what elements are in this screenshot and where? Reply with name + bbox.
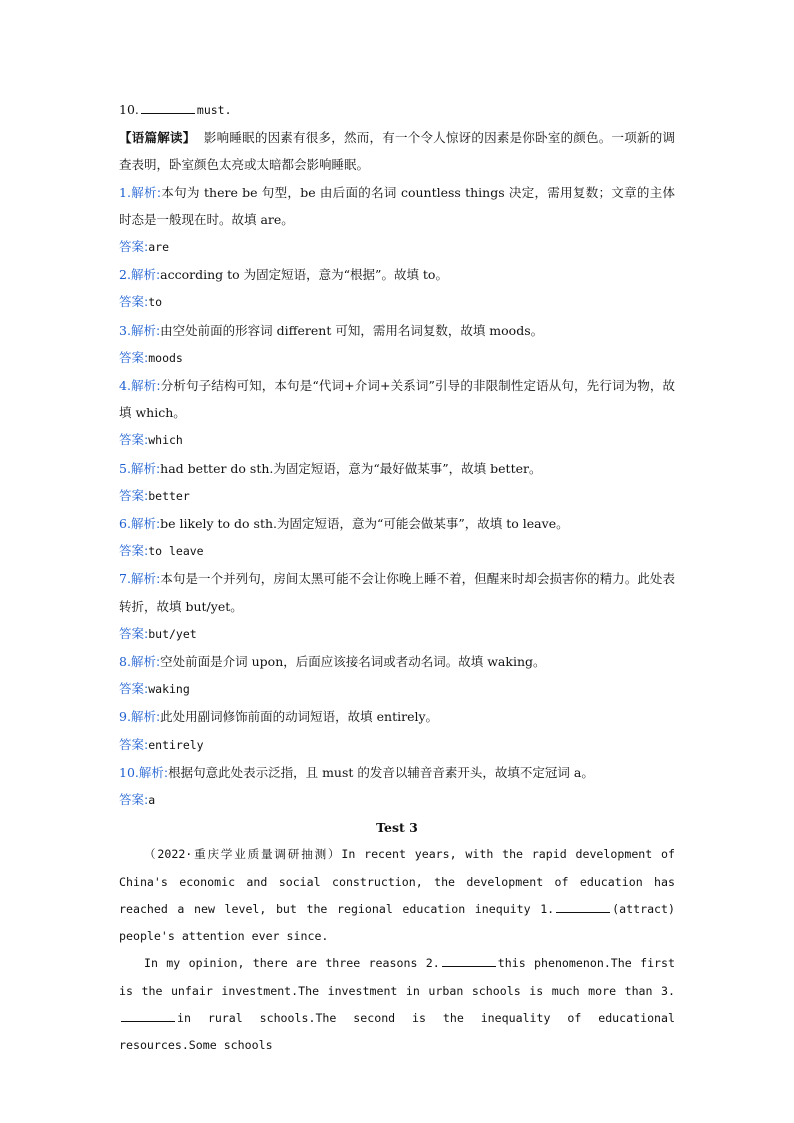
analysis-text: 空处前面是介词 upon，后面应该接名词或者动名词。故填 waking。 [160, 654, 546, 670]
answer-blank [556, 900, 610, 913]
passage-paragraph-2: In my opinion, there are three reasons 2. this phenomenon.The first is the unfair investment.The investment in urban schools is much more than 3.in rural schools.The second is the inequality of educational resources.Some schools [119, 956, 675, 1052]
answer-label: 答案: [119, 487, 149, 503]
answer-value: a [148, 793, 156, 808]
item-number: 9. [119, 709, 131, 725]
analysis-item [119, 703, 675, 730]
answer-value: to leave [148, 544, 204, 559]
answer-label: 答案: [119, 792, 149, 808]
item-number: 8. [119, 654, 131, 670]
answer-blank [442, 954, 496, 967]
analysis-text: 由空处前面的形容词 different 可知，需用名词复数，故填 moods。 [160, 322, 544, 338]
item-number: 10. [119, 764, 139, 780]
analysis-label: 解析: [130, 654, 161, 670]
answer-line [119, 675, 675, 703]
analysis-item [119, 179, 675, 233]
passage-paragraph-1: （2022·重庆学业质量调研抽测）In recent years, with the rapid development of China's economic and social construction, the development of education has reached a new level, but the regional education inequity 1. (attract) people's attention ever since. [119, 847, 675, 944]
analysis-label: 解析: [130, 184, 162, 200]
analysis-text: 本句是一个并列句，房间太黑可能不会让你晚上睡不着，但醒来时却会损害你的精力。此处表转折，故填 but/yet。 [119, 571, 675, 614]
analysis-text: had better do sth.为固定短语，意为“最好做某事”，故填 better。 [160, 460, 542, 476]
test-title: Test 3 [376, 820, 418, 836]
answer-line [119, 233, 675, 261]
analysis-label: 解析: [130, 322, 161, 338]
analysis-item [119, 759, 675, 786]
answer-value: which [148, 433, 183, 448]
answer-line [119, 344, 675, 372]
answer-line [119, 731, 675, 759]
analysis-item [119, 565, 675, 619]
analysis-text: 分析句子结构可知，本句是“代词+介词+关系词”引导的非限制性定语从句，先行词为物，故填 which。 [119, 378, 675, 421]
question-10-line: 10. must. [119, 102, 232, 117]
answer-label: 答案: [119, 625, 149, 641]
answer-line [119, 786, 675, 814]
analysis-label: 解析: [130, 516, 161, 532]
analysis-text: 本句为 there be 句型，be 由后面的名词 countless things 决定，需用复数；文章的主体时态是一般现在时。故填 are。 [119, 184, 675, 227]
answer-blank [121, 1009, 175, 1022]
item-number: 7. [119, 571, 131, 587]
analysis-item [119, 648, 675, 675]
analysis-item [119, 372, 675, 426]
answer-label: 答案: [119, 681, 149, 697]
interpretation-label: 【语篇解读】 [119, 130, 196, 146]
item-number: 3. [119, 322, 131, 338]
item-number: 1. [119, 184, 131, 200]
item-number: 5. [119, 460, 131, 476]
analysis-item [119, 261, 675, 288]
answer-value: to [148, 295, 163, 310]
analysis-text: be likely to do sth.为固定短语，意为“可能会做某事”，故填 to leave。 [160, 516, 569, 532]
analysis-label: 解析: [130, 571, 161, 587]
analysis-text: according to 为固定短语，意为“根据”。故填 to。 [160, 267, 448, 283]
analysis-item [119, 317, 675, 344]
answer-value: better [148, 488, 190, 503]
analysis-label: 解析: [138, 764, 169, 780]
answer-value: entirely [148, 737, 204, 752]
analysis-label: 解析: [130, 267, 161, 283]
answer-value: moods [148, 350, 183, 365]
answer-label: 答案: [119, 543, 149, 559]
analysis-text: 根据句意此处表示泛指，且 must 的发音以辅音音素开头，故填不定冠词 a。 [168, 764, 594, 780]
answer-label: 答案: [119, 736, 149, 752]
analysis-item [119, 510, 675, 537]
answer-blank [141, 101, 195, 114]
passage-interpretation [119, 124, 675, 178]
answer-value: waking [148, 682, 190, 697]
answer-value: are [148, 240, 169, 255]
answer-label: 答案: [119, 432, 149, 448]
answer-line [119, 426, 675, 454]
answer-label: 答案: [119, 294, 149, 310]
answer-line [119, 482, 675, 510]
answer-label: 答案: [119, 349, 149, 365]
answer-label: 答案: [119, 239, 149, 255]
item-number: 4. [119, 378, 131, 394]
analysis-label: 解析: [130, 709, 161, 725]
analysis-item [119, 455, 675, 482]
document-page [119, 96, 675, 1059]
answer-line [119, 620, 675, 648]
answer-line [119, 537, 675, 565]
item-number: 6. [119, 516, 131, 532]
analysis-label: 解析: [130, 460, 161, 476]
interpretation-text: 影响睡眠的因素有很多，然而，有一个令人惊讶的因素是你卧室的颜色。一项新的调查表明，卧室颜色太亮或太暗都会影响睡眠。 [119, 130, 675, 173]
analysis-list [119, 179, 675, 815]
answer-value: but/yet [148, 626, 197, 641]
item-number: 2. [119, 267, 131, 283]
answer-line [119, 288, 675, 316]
analysis-label: 解析: [130, 378, 161, 394]
analysis-text: 此处用副词修饰前面的动词短语，故填 entirely。 [160, 709, 439, 725]
